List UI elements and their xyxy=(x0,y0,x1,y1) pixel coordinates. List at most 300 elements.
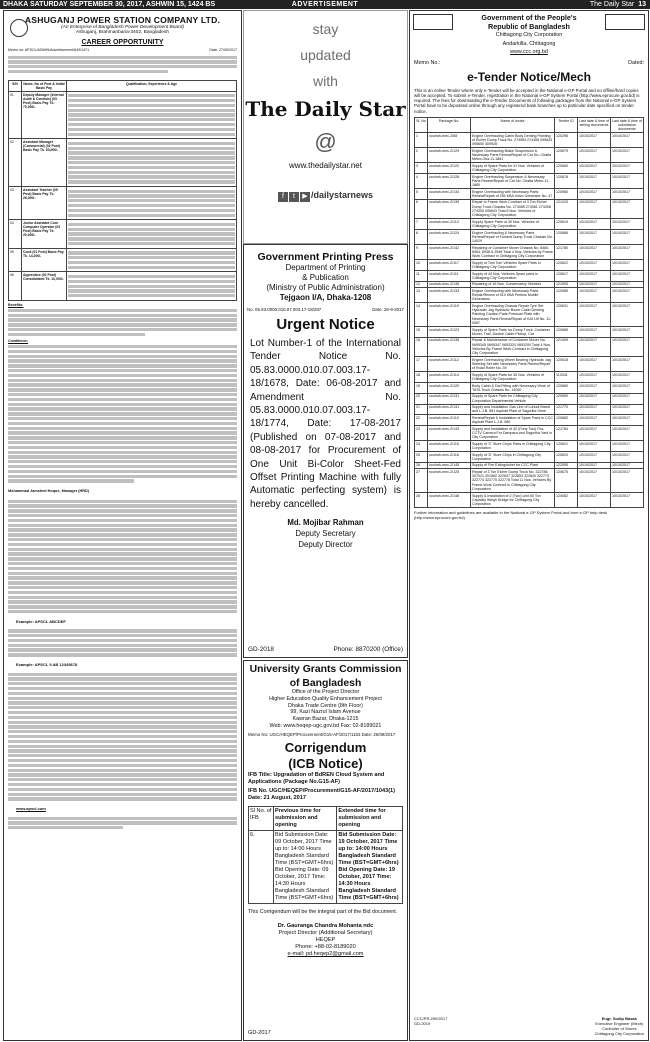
gov-line-1: Government of the People's xyxy=(481,13,577,22)
row-sl: 4 xyxy=(415,174,428,189)
masthead-brand: The Daily Star xyxy=(589,1,635,8)
row-sl: 7 xyxy=(415,219,428,230)
row-package: ccc/wrk-mec-2/120 xyxy=(428,382,471,393)
row-selling-date: 10/10/2017 xyxy=(578,148,611,163)
at-symbol: @ xyxy=(314,129,337,154)
row-submission-date: 10/10/2017 xyxy=(611,148,644,163)
row-work: Repair to Frame Work Contract of 3 Ton Eicher Dump Truck Chassis No. 274085 274081 274398 274305 095643 Total 5 Nos. Vehicles of Chittagong City Corporation xyxy=(471,199,555,218)
table-row xyxy=(415,415,644,426)
row-selling-date: 10/10/2017 xyxy=(578,270,611,281)
row-package: ccc/wrk-mec-2/113 xyxy=(428,219,471,230)
apscl-intro xyxy=(4,52,241,77)
col-id: Tender ID xyxy=(555,117,578,132)
ugc-sub-5: Kawran Bazar, Dhaka-1215 xyxy=(292,716,359,723)
ugc-sub-6: Web: www.heqep-ugc.gov.bd Fax: 02-8189021 xyxy=(269,722,382,729)
row-submission-date: 10/10/2017 xyxy=(611,245,644,260)
apscl-posts-table xyxy=(8,80,237,301)
youtube-icon: ▶ xyxy=(300,192,310,202)
apscl-heading: CAREER OPPORTUNITY xyxy=(81,39,164,46)
row-package: ccc/wrk-mec-2/115 xyxy=(428,441,471,452)
row-sl: 1 xyxy=(415,133,428,148)
row-submission-date: 10/10/2017 xyxy=(611,174,644,189)
ugc-gd: GD-2017 xyxy=(248,1030,271,1036)
gpp-sub-3: (Ministry of Public Administration) xyxy=(266,283,385,292)
row-submission-date: 10/10/2017 xyxy=(611,492,644,507)
row-selling-date: 10/10/2017 xyxy=(578,303,611,327)
tender-signer-3: Controller of Stores xyxy=(602,1026,637,1031)
row-tender-id: 120989 xyxy=(555,288,578,303)
row-selling-date: 10/10/2017 xyxy=(578,469,611,493)
row-package: ccc/wrk-mec-2/146 xyxy=(428,281,471,287)
post-qualification xyxy=(67,91,237,139)
row-sl: 8 xyxy=(415,230,428,245)
row-work: Engine Overhauling with Necessary Parts Renew/Repair of 250 KBA Volvo Generator No. 47 xyxy=(471,189,555,200)
table-row xyxy=(9,248,237,272)
tender-signer-2: Executive Engineer (Mech) xyxy=(595,1021,644,1026)
row-sl: 12 xyxy=(415,281,428,287)
masthead xyxy=(0,0,650,9)
row-selling-date: 10/10/2017 xyxy=(578,357,611,372)
row-package: ccc/wrk-mec-2/148 xyxy=(428,492,471,507)
table-row xyxy=(9,187,237,220)
post-qualification xyxy=(67,248,237,272)
row-selling-date: 10/10/2017 xyxy=(578,441,611,452)
table-row xyxy=(415,372,644,383)
row-work: Engine Overhauling & Necessary Parts Renew/Repair of Forland Dump Truck Chassis No. 14029 xyxy=(472,230,553,244)
row-selling-date: 10/10/2017 xyxy=(578,492,611,507)
row-selling-date: 10/10/2017 xyxy=(578,393,611,404)
post-sn: 02 xyxy=(9,139,22,187)
row-selling-date: 10/10/2017 xyxy=(578,326,611,337)
row-submission-date: 10/10/2017 xyxy=(611,199,644,218)
gpp-heading: Urgent Notice xyxy=(276,316,375,333)
row-work: Supply and Installation of 42 (Forty Two) Pcs. CCTV Camera For Dampara and Sagorika Yard in City Corporation xyxy=(471,426,555,441)
row-selling-date: 10/10/2017 xyxy=(578,189,611,200)
row-selling-date: 10/10/2017 xyxy=(578,415,611,426)
post-name: Cook (01 Post) Basic Pay Tk. 14,200/- xyxy=(22,248,67,272)
tender-further-info: Further information and guidelines are available in the National e-GP System Portal and from e-GP help desk (http://www.eprocure.gov.bd). xyxy=(414,509,608,520)
tender-signer: Engr. Sudip Basak xyxy=(601,1016,637,1021)
row-work: Engine Overhauling Wheel Bearing Hydraulic Jag Steering Set with Necessary Parts Renew/Repair of Road Roller No. 39 xyxy=(471,357,555,372)
row-sl: 25 xyxy=(415,451,428,462)
row-package: ccc/wrk-mec-2/112 xyxy=(428,357,471,372)
gov-line-2: Republic of Bangladesh xyxy=(488,21,570,31)
row-work: Supply of Fire Extinguisher for CCC Plant xyxy=(471,462,555,468)
table-row xyxy=(415,337,644,356)
row-tender-id: 120683 xyxy=(555,163,578,174)
left-emblem-box xyxy=(413,14,453,30)
row-submission-date: 10/10/2017 xyxy=(611,337,644,356)
ugc-ext-time: Bid Submission Date: 19 October, 2017 Time up to: 14:00 Hours Bangladesh Standard Time (BST=GMT+6hrs) Bid Opening Date: 19 October, 2017 Time: 14:30 Hours Bangladesh Standard Time (BST=GMT+6hrs) xyxy=(337,830,403,903)
row-tender-id: 120686 xyxy=(555,230,578,245)
row-sl: 17 xyxy=(415,357,428,372)
ugc-sub-3: Dhaka Trade Centre (8th Floor) xyxy=(288,702,363,709)
apscl-conditions-label: Conditions: xyxy=(8,339,28,344)
row-submission-date: 10/10/2017 xyxy=(611,462,644,468)
apscl-col-qual: Qualification, Experience & Age xyxy=(67,80,237,91)
row-selling-date: 10/10/2017 xyxy=(578,219,611,230)
row-package: ccc/wrk-mec-2/142 xyxy=(428,245,471,260)
row-tender-id: 124082 xyxy=(555,492,578,507)
row-sl: 28 xyxy=(415,492,428,507)
ugc-row-sl: 6. xyxy=(249,830,274,903)
table-row xyxy=(415,219,644,230)
row-work: Engine Overhauling with Necessary Parts Repair/Renew of 510 KBA Perkins Mobile Generators xyxy=(471,288,555,303)
row-package: ccc/wrk-mec-2/139 xyxy=(428,199,471,218)
ugc-heading-1: Corrigendum xyxy=(284,739,367,755)
tender-memo-label: Memo No.: xyxy=(414,59,441,66)
row-sl: 14 xyxy=(415,303,428,327)
row-tender-id: 121780 xyxy=(555,245,578,260)
promo-url[interactable]: www.thedailystar.net xyxy=(289,161,362,170)
post-qualification xyxy=(67,220,237,248)
row-work: Engine Overhauling Cabin Body Denting Painting of Eicher Dump Truck No. 274084 274308 095643 095650 309928 xyxy=(471,133,555,148)
table-row xyxy=(415,441,644,452)
row-package: ccc/wrk-mec-2/138 xyxy=(428,337,471,356)
row-work: Supply of 'C' Store Chips Parts in Chittagong City Corporation xyxy=(471,441,555,452)
row-sl: 18 xyxy=(415,372,428,383)
ugc-title-1: University Grants Commission xyxy=(249,664,402,675)
row-tender-id: 121770 xyxy=(555,404,578,415)
row-submission-date: 10/10/2017 xyxy=(611,441,644,452)
row-package: ccc/wrk-mec-2/68 xyxy=(428,133,471,148)
row-work: Supply of Spare Parts for 35 Nos. Vehicles of Chittagong City Corporation xyxy=(471,372,555,383)
table-row xyxy=(415,230,644,245)
row-package: ccc/wrk-mec-2/122 xyxy=(428,163,471,174)
row-work: Repair & Maintenance of Container Mover No. 0695345 0695347 0693320 0693200 Total 4 Nos. Vehicles By Frame Work Contract in Chittagong City Corporation xyxy=(471,337,555,356)
row-submission-date: 10/10/2017 xyxy=(611,404,644,415)
ccc-etender-notice xyxy=(409,10,649,1041)
row-package: ccc/wrk-mec-2/110 xyxy=(428,415,471,426)
post-name: Assistant Teacher (05 Post) Basic Pay Tk. 26,000/- xyxy=(22,187,67,220)
row-tender-id: 120620 xyxy=(555,451,578,462)
apscl-website-link[interactable]: www.apscl.com xyxy=(16,806,46,812)
page-number: 13 xyxy=(638,1,646,8)
row-submission-date: 10/10/2017 xyxy=(611,393,644,404)
col-submission: Last date & time of submission documents xyxy=(612,118,642,132)
ugc-memo: Memo No: UGC/HEQEP/Procurement/G15-AF/2017/1183 Date: 26/09/2017 xyxy=(248,731,396,737)
row-package: ccc/wrk-mec-2/129 xyxy=(428,148,471,163)
row-tender-id: 120685 xyxy=(555,326,578,337)
row-tender-id: 120631 xyxy=(555,303,578,327)
row-work: Repairing of 16 Nos. Conservancy Vehicles xyxy=(471,281,555,287)
apscl-bangla-section xyxy=(4,496,241,617)
post-qualification xyxy=(67,272,237,300)
row-selling-date: 10/10/2017 xyxy=(578,337,611,356)
row-selling-date: 10/10/2017 xyxy=(578,281,611,287)
row-submission-date: 10/10/2017 xyxy=(611,281,644,287)
apscl-benefits-label: Benefits: xyxy=(8,302,24,307)
apscl-logo xyxy=(10,19,28,37)
gpp-title: Government Printing Press xyxy=(257,251,394,263)
table-row xyxy=(415,133,644,148)
gov-website[interactable]: www.ccc.org.bd xyxy=(510,49,548,55)
row-tender-id: 120621 xyxy=(555,441,578,452)
table-row xyxy=(415,245,644,260)
row-sl: 5 xyxy=(415,189,428,200)
row-work: Repairing of Container Mover Chassis No. 8460, 8364, 8948 & 3948 Total 4 Nos. Vehicles by Frame Work Contract in Chittagong City Corporation xyxy=(472,245,553,259)
row-selling-date: 10/10/2017 xyxy=(578,174,611,189)
table-row xyxy=(249,830,403,903)
row-submission-date: 10/10/2017 xyxy=(611,357,644,372)
table-row xyxy=(415,303,644,327)
gpp-urgent-notice xyxy=(243,244,408,658)
row-sl: 26 xyxy=(415,462,428,468)
right-emblem-box xyxy=(605,14,645,30)
post-name: Apprentice (02 Post) Consolidated Tk. 10,000/- xyxy=(22,272,67,300)
row-tender-id: 120690 xyxy=(555,393,578,404)
row-selling-date: 10/10/2017 xyxy=(578,245,611,260)
row-sl: 3 xyxy=(415,163,428,174)
row-submission-date: 10/10/2017 xyxy=(611,426,644,441)
row-package: ccc/wrk-mec-2/145 xyxy=(428,462,471,468)
table-row xyxy=(415,326,644,337)
row-selling-date: 10/10/2017 xyxy=(578,372,611,383)
row-submission-date: 10/10/2017 xyxy=(611,230,644,245)
row-submission-date: 10/10/2017 xyxy=(611,469,644,493)
row-selling-date: 10/10/2017 xyxy=(578,260,611,271)
row-selling-date: 10/10/2017 xyxy=(578,404,611,415)
row-work: Supply of 'D' Store Chips in Chittagong City Corporation xyxy=(471,451,555,462)
row-work: Supply of Spare Parts for 41 Nos. Vehicles of Chittagong City Corporation xyxy=(471,163,555,174)
row-tender-id: 120980 xyxy=(555,189,578,200)
apscl-col-post: Name, No of Post & Initial Basic Pay xyxy=(23,81,65,90)
row-tender-id: 120679 xyxy=(555,148,578,163)
post-sn: 03 xyxy=(9,187,22,220)
twitter-icon: t xyxy=(289,192,299,202)
row-package: ccc/wrk-mec-2/116 xyxy=(428,451,471,462)
row-submission-date: 10/10/2017 xyxy=(611,451,644,462)
gpp-signer: Md. Mojibar Rahman xyxy=(287,518,364,528)
row-selling-date: 10/10/2017 xyxy=(578,462,611,468)
gpp-ref-date: Date: 28-9-2017 xyxy=(372,307,404,312)
row-submission-date: 10/10/2017 xyxy=(611,303,644,327)
tender-date-label: Dated: xyxy=(628,59,644,66)
social-handle[interactable] xyxy=(244,190,407,202)
ugc-corrigendum xyxy=(243,660,408,1041)
gpp-ref: No. 05.83.0000.010.07.003.17-18/287 xyxy=(247,307,322,312)
col-sl: Sl. No xyxy=(415,117,428,132)
row-work: Supply of Spare Parts for Dump Truck, Container Mover, Trail, Double Cabin Pickup, Car xyxy=(471,326,555,337)
ugc-sub-2: Higher Education Quality Enhancement Project xyxy=(269,695,382,702)
col-selling: Last date & time of selling documents xyxy=(578,117,611,132)
row-package: ccc/wrk-mec-2/119 xyxy=(428,303,471,327)
post-name: Junior Assistant Cum Computer Operator (03 Post) Basic Pay Tk. 20,000/- xyxy=(22,220,67,248)
ugc-email[interactable]: e-mail: pd.heqep2@gmail.com xyxy=(287,950,364,957)
row-sl: 19 xyxy=(415,382,428,393)
tender-table xyxy=(414,117,644,508)
post-name: Assistant Manager (Commercial) (02 Post) Basic Pay Tk. 53,000/- xyxy=(22,139,67,187)
row-sl: 13 xyxy=(415,288,428,303)
row-selling-date: 10/10/2017 xyxy=(578,382,611,393)
row-sl: 2 xyxy=(415,148,428,163)
table-row xyxy=(9,139,237,187)
row-selling-date: 10/10/2017 xyxy=(578,426,611,441)
table-row xyxy=(415,288,644,303)
row-tender-id: 120678 xyxy=(555,174,578,189)
row-tender-id: 120298 xyxy=(555,133,578,148)
row-tender-id: 120675 xyxy=(555,469,578,493)
row-submission-date: 10/10/2017 xyxy=(611,326,644,337)
row-work: Supply and Installation Gas Line of Lohudi Brand and L.J.B. 581 Asphalt Plant of Sagorika Store xyxy=(471,404,555,415)
row-tender-id: 120682 xyxy=(555,415,578,426)
row-selling-date: 10/10/2017 xyxy=(578,230,611,245)
table-row xyxy=(415,174,644,189)
table-row xyxy=(415,148,644,163)
ugc-phone: Phone: +88-02-8189020 xyxy=(295,943,356,950)
row-package: ccc/wrk-mec-2/131 xyxy=(428,393,471,404)
row-sl: 6 xyxy=(415,199,428,218)
ugc-signer-2: Project Director (Additional Secretary) xyxy=(278,929,373,936)
gpp-body: Lot Number-1 of the International Tender Notice No. 05.83.0000.010.07.003.17-18/1678, Date: 06-08-2017 and Amendment No. 05.83.0000.010.07.003.17-18/1774, Date: 17-08-2017 (Published on 07-08-2017 and 08-08-2017 for Procurement of One Unit Bi-Color Sheet-Fed Offset Printing Machine with fully Automatic perfecting system) is hereby cancelled. xyxy=(250,338,401,510)
table-row xyxy=(415,270,644,281)
row-work: Supply of Spare Parts for Chittagong City Corporation Departmental Vehicle xyxy=(471,393,555,404)
row-package: ccc/wrk-mec-2/133 xyxy=(428,288,471,303)
row-sl: 9 xyxy=(415,245,428,260)
table-row xyxy=(415,382,644,393)
row-work: Engine Overhauling Suspension & Necessary Parts Renew/Repair of Car No. Chatta Metro-11-1880 xyxy=(471,174,555,189)
row-tender-id: 113341 xyxy=(555,372,578,383)
gpp-designation-2: Deputy Director xyxy=(298,540,353,550)
row-submission-date: 10/10/2017 xyxy=(611,372,644,383)
row-tender-id: 120618 xyxy=(555,357,578,372)
post-sn: 04 xyxy=(9,220,22,248)
row-submission-date: 10/10/2017 xyxy=(611,189,644,200)
post-sn: 05 xyxy=(9,248,22,272)
row-sl: 11 xyxy=(415,270,428,281)
row-tender-id: 120617 xyxy=(555,270,578,281)
gov-line-4: Andarkilla, Chittagong xyxy=(502,40,556,47)
table-row xyxy=(9,91,237,139)
promo-line-1: stay xyxy=(312,21,339,37)
row-package: ccc/wrk-mec-2/114 xyxy=(428,372,471,383)
row-package: ccc/wrk-mec-2/123 xyxy=(428,326,471,337)
table-row xyxy=(415,469,644,493)
ugc-ifb-title: IFB Title: Upgradation of BdREN Cloud System and Applications (Package No.G15-AF) xyxy=(248,771,385,785)
row-submission-date: 10/10/2017 xyxy=(611,163,644,174)
row-sl: 23 xyxy=(415,426,428,441)
row-tender-id: 121409 xyxy=(555,337,578,356)
row-package: ccc/wrk-mec-2/124 xyxy=(428,230,471,245)
row-selling-date: 10/10/2017 xyxy=(578,163,611,174)
tender-intro: This is an online Tender where only e-Tender will be accepted in the National e-GP Portal and no offline/hard copies will be accepted. To submit e-Tender, registration in the National e-GP System Portal (http://www.eprocure.gov.bd) is required. The fees for downloading the e-Tender Documents of following packages from the National e-GP System Portal have to be deposited online through any registered bank branches up to particular date specified on tender notice. xyxy=(414,87,640,114)
table-row xyxy=(415,163,644,174)
row-sl: 21 xyxy=(415,404,428,415)
masthead-section: ADVERTISEMENT xyxy=(291,1,359,8)
post-qualification xyxy=(67,187,237,220)
ugc-note: This Corrigendum will be the integral part of the Bid document. xyxy=(248,908,398,915)
gov-line-3: Chittagong City Corporation xyxy=(495,32,563,38)
col-work: Name of works xyxy=(471,117,555,132)
row-submission-date: 10/10/2017 xyxy=(611,133,644,148)
ugc-title-2: of Bangladesh xyxy=(289,678,362,689)
row-package: ccc/wrk-mec-2/125 xyxy=(428,469,471,493)
promo-line-2: updated xyxy=(300,47,351,63)
row-tender-id: 122095 xyxy=(555,462,578,468)
table-row xyxy=(415,199,644,218)
masthead-right xyxy=(590,0,646,9)
row-work: Repair of 3 Ton Eicher Dump Truck No. 322788 307021 301582 322837 322853 322840 322773 322774 322775 322778 Total 11 Nos. Vehicles By Frame Work Contract in Chittagong City Corporation xyxy=(471,469,555,493)
tender-ref: CCC/PR-290/2017 xyxy=(414,1016,448,1021)
apscl-subtitle: (An Enterprise of Bangladesh Power Development Board) xyxy=(61,25,184,30)
apscl-example-1: Example: APSCL ABCDEF xyxy=(16,618,66,624)
post-sn: 06 xyxy=(9,272,22,300)
table-row xyxy=(415,426,644,441)
promo-line-3: with xyxy=(313,73,338,89)
row-selling-date: 10/10/2017 xyxy=(578,199,611,218)
tender-gd: GD-2019 xyxy=(414,1021,431,1026)
ugc-signer-3: HEQEP xyxy=(315,936,336,943)
row-work: Renew/Repair & Installation of Spare Parts in CCC Asphalt Plant L.J.B. 580 xyxy=(472,415,553,425)
row-package: ccc/wrk-mec-2/143 xyxy=(428,426,471,441)
row-work: Body Cabin & Dal Fitting with Necessary Work of TATA Truck Chassis No. 14050 xyxy=(471,382,555,393)
row-sl: 20 xyxy=(415,393,428,404)
table-row xyxy=(415,357,644,372)
row-work: Supply Spare Parts of 30 Nos. Vehicles of Chittagong City Corporation xyxy=(471,219,555,230)
table-row xyxy=(415,404,644,415)
row-selling-date: 10/10/2017 xyxy=(578,451,611,462)
row-submission-date: 10/10/2017 xyxy=(611,260,644,271)
table-row xyxy=(9,220,237,248)
apscl-memo: Memo no: APSCL/ADMIN/Advertisement/849/1471 xyxy=(8,48,90,52)
row-selling-date: 10/10/2017 xyxy=(578,133,611,148)
tender-signer-4: Chittagong City Corporation xyxy=(594,1031,644,1036)
gpp-foot-left: GD-2018 xyxy=(248,646,274,653)
gpp-designation-1: Deputy Secretary xyxy=(295,529,356,539)
row-work: Supply & Installation of 2 (Two) Unit 50 Ton Capacity Weigh Bridge for Chittagong City Corporation xyxy=(471,492,555,507)
table-row xyxy=(415,451,644,462)
gpp-sub-2: & Publication xyxy=(302,273,349,282)
row-tender-id: 120622 xyxy=(555,260,578,271)
ugc-schedule-table xyxy=(248,806,403,904)
facebook-icon: f xyxy=(278,192,288,202)
ugc-col-ext: Extended time for submission and opening xyxy=(337,806,403,830)
row-tender-id: 120619 xyxy=(555,219,578,230)
row-submission-date: 10/10/2017 xyxy=(611,288,644,303)
apscl-signatory: Mohammad Jamshed Hoque, Manager (HRD) xyxy=(8,489,90,494)
row-package: ccc/wrk-mec-2/117 xyxy=(428,260,471,271)
masthead-dateline: DHAKA SATURDAY SEPTEMBER 30, 2017, ASHWIN 15, 1424 BS xyxy=(3,1,216,8)
row-submission-date: 10/10/2017 xyxy=(611,415,644,426)
row-tender-id: 121410 xyxy=(555,199,578,218)
row-package: ccc/wrk-mec-2/128 xyxy=(428,174,471,189)
ugc-heading-2: (ICB Notice) xyxy=(288,755,363,771)
row-package: ccc/wrk-mec-2/111 xyxy=(428,270,471,281)
gpp-sub-4: Tejgaon I/A, Dhaka-1208 xyxy=(279,293,372,302)
row-tender-id: 120680 xyxy=(555,382,578,393)
daily-star-logo: The Daily Star xyxy=(245,97,406,121)
row-sl: 15 xyxy=(415,326,428,337)
row-sl: 16 xyxy=(415,337,428,356)
apscl-address: Ashuganj, Brahmanbaria-3402, Bangladesh xyxy=(75,30,170,35)
ugc-sub-4: 99, Kazi Nazrul Islam Avenue xyxy=(290,709,361,716)
apscl-example-2: Example: APSCL 9 AB 12345678 xyxy=(16,662,78,668)
daily-star-promo xyxy=(243,10,408,244)
row-package: ccc/wrk-mec-2/134 xyxy=(428,189,471,200)
ugc-sub-1: Office of the Project Director xyxy=(291,689,360,695)
gpp-sub-1: Department of Printing xyxy=(285,263,366,272)
row-submission-date: 10/10/2017 xyxy=(611,219,644,230)
row-sl: 10 xyxy=(415,260,428,271)
row-work: Supply of 44 Nos. Vehicles Spare parts in Chittagong City Corporation xyxy=(471,270,555,281)
row-work: Supply of Tom Tom Vehicles Spare Parts in Chittagong City Corporation xyxy=(471,260,555,271)
ugc-ifb-no: IFB No. UGC/HEQEP/Procurement/G15-AF/2017/1043(1) Date: 21 August, 2017 xyxy=(248,787,396,801)
col-package: Package No. xyxy=(428,117,471,132)
post-sn: 01 xyxy=(9,91,22,139)
row-tender-id: 121784 xyxy=(555,426,578,441)
apscl-col-sn: S/N xyxy=(9,80,22,91)
gpp-foot-right: Phone: 8870200 (Office) xyxy=(333,646,403,653)
